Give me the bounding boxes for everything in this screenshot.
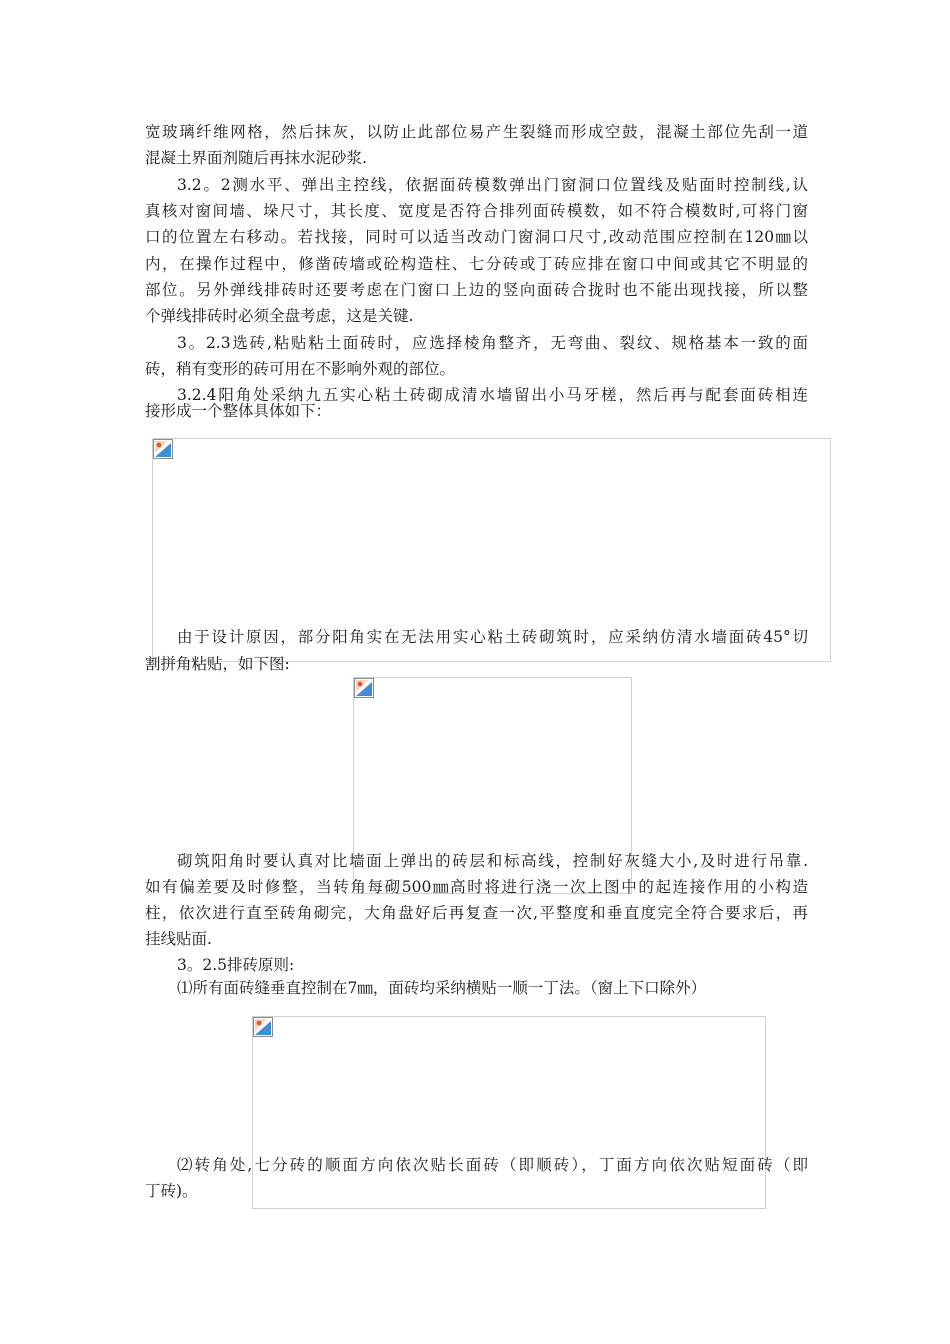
body-text-line: 混凝土界面剂随后再抹水泥砂浆. — [145, 149, 367, 167]
body-text-line: 真核对窗间墙、垛尺寸，其长度、宽度是否符合排列面砖模数，如不符合模数时,可将门窗 — [145, 202, 808, 220]
body-text-line: 3。2.5排砖原则: — [177, 956, 295, 974]
body-text-line: ⑴所有面砖缝垂直控制在7㎜，面砖均采纳横贴一顺一丁法。（窗上下口除外） — [177, 979, 707, 997]
body-text-line: 丁砖)。 — [145, 1182, 198, 1200]
body-text-line: 部位。另外弹线排砖时还要考虑在门窗口上边的竖向面砖合拢时也不能出现找接，所以整 — [145, 281, 808, 299]
body-text-line: 挂线贴面. — [145, 930, 212, 948]
broken-image-icon — [253, 1017, 273, 1037]
broken-image-icon — [153, 439, 173, 459]
body-text-line: 内，在操作过程中，修凿砖墙或砼构造柱、七分砖或丁砖应排在窗口中间或其它不明显的 — [145, 255, 808, 273]
broken-image-icon — [354, 678, 374, 698]
body-text-line: 3.2。2测水平、弹出主控线，依据面砖模数弹出门窗洞口位置线及贴面时控制线,认 — [177, 176, 808, 194]
body-text-line: 砖，稍有变形的砖可用在不影响外观的部位。 — [145, 360, 456, 378]
body-text-line: 由于设计原因，部分阳角实在无法用实心粘土砖砌筑时，应采纳仿清水墙面砖45°切 — [177, 628, 808, 646]
body-text-line: 接形成一个整体具体如下： — [145, 402, 332, 420]
body-text-line: 如有偏差要及时修整，当转角每砌500㎜高时将进行浇一次上图中的起连接作用的小构造 — [145, 878, 808, 896]
body-text-line: 3.2.4阳角处采纳九五实心粘土砖砌成清水墙留出小马牙槎，然后再与配套面砖相连 — [177, 386, 808, 404]
body-text-line: ⑵转角处,七分砖的顺面方向依次贴长面砖（即顺砖），丁面方向依次贴短面砖（即 — [177, 1156, 808, 1174]
body-text-line: 砌筑阳角时要认真对比墙面上弹出的砖层和标高线，控制好灰缝大小,及时进行吊靠. — [177, 852, 808, 870]
body-text-line: 割拼角粘贴，如下图: — [145, 655, 290, 673]
body-text-line: 宽玻璃纤维网格，然后抹灰，以防止此部位易产生裂缝而形成空鼓，混凝土部位先刮一道 — [145, 123, 808, 141]
body-text-line: 口的位置左右移动。若找接，同时可以适当改动门窗洞口尺寸,改动范围应控制在120㎜以 — [145, 228, 808, 246]
body-text-line: 个弹线排砖时必须全盘考虑，这是关键. — [145, 307, 414, 325]
body-text-line: 3。2.3选砖,粘贴粘土面砖时，应选择棱角整齐，无弯曲、裂纹、规格基本一致的面 — [177, 334, 808, 352]
body-text-line: 柱，依次进行直至砖角砌完，大角盘好后再复查一次,平整度和垂直度完全符合要求后，再 — [145, 904, 808, 922]
